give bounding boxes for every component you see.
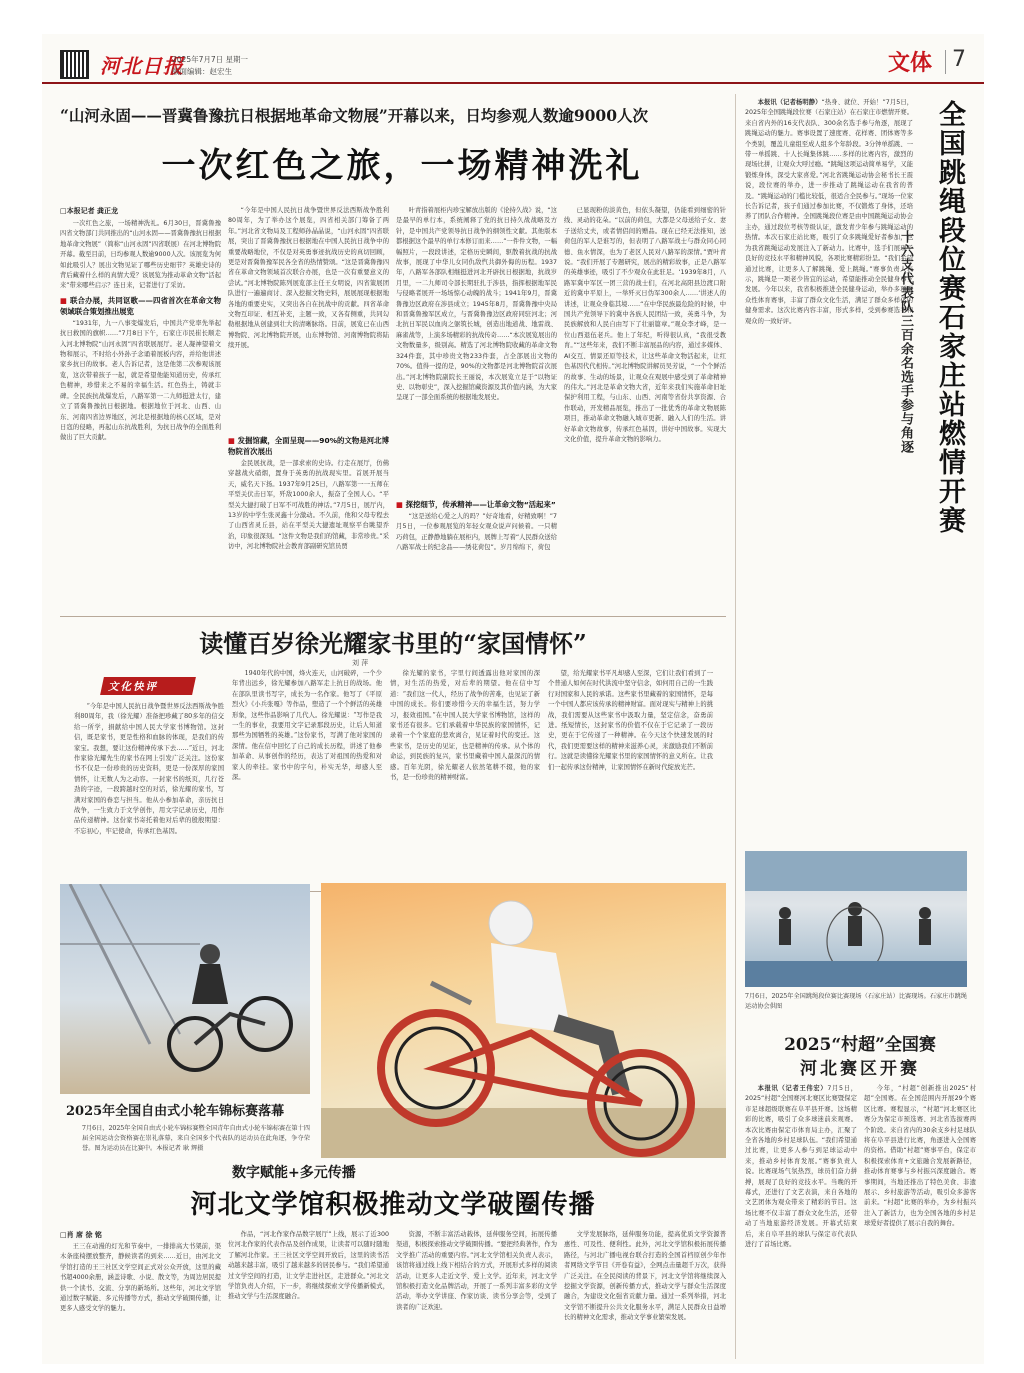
section-name: 文体 — [888, 51, 933, 76]
art5-col1 — [745, 1084, 857, 1360]
art4-byline: 本报讯（记者杨明静） — [757, 99, 822, 106]
art1-kicker: “山河永固——晋冀鲁豫抗日根据地革命文物展”开幕以来，日均参观人数逾9000人次 — [60, 106, 648, 125]
art1-sub2: ■ 发掘馆藏，全面呈现——90%的文物是河北博物院首次展出 — [228, 436, 389, 456]
header-rule — [42, 82, 984, 84]
art1-col4-para: 已显现粉的淡黄色，但依头凝望，仍能看到细密的针线、灵动的花朵。“以前的荷包，大都是父母送给子女、妻子送给丈夫，或者情侣间的赠品。现在已经无法推知，送荷包的军人是谁写的，但表明了八路军战士与群众同心同德、鱼水情深，也为了老区人民对八路军的深情。”贾叶青说。“我们开展了专题研究，展出的精彩故事，正是八路军的英雄事迹，吸引了不少观众在此驻足。‘1939年8月，八路军冀中军区一团三营的战士们，在河北高阳县边渡口附近的冀中平原上，一举歼灭日伪军300余人……’讲述人的讲述，让观众身临其境……“在中华民族最危险的时候，中国共产党领导下的冀中各族人民团结一致，英勇斗争，为民族解放和人民自由写下了壮丽篇章。”观众李才峰，是一位山西退伍老兵。他上了年纪，听得很认真，“我很受教育。”“这些年来，我们不断丰富展品的内容，通过多媒体、AI交互、情景还原等技术，让这些革命文物活起来，让红色基因代代相传。”河北博物院讲解员吴芳说，“一个个鲜活的故事、生动的场景，让观众在观展中感受到了革命精神的伟大。”河北是革命文物大省，近年来我们实施革命旧址保护利用工程，与山东、山西、河南等省份共享资源、合作联动，开发精品展览，推出了一批优秀的革命文物展陈项目，推动革命文物融入城市更新、融入人们的生活。讲好革命文物故事，传承红色基因，讲好中国故事。实现大文化价值，提升革命文物的影响力。 — [564, 207, 726, 443]
bmx-photo-left — [60, 884, 310, 1094]
art6-col3 — [396, 1230, 557, 1360]
art1-col1 — [60, 219, 221, 614]
art5-title1: 2025“村超”全国赛 — [784, 1035, 936, 1055]
bmx-photo-main — [321, 883, 726, 1158]
art6-col4 — [564, 1230, 726, 1360]
art1-col1b-para: “1931年，九一八事变爆发后，中国共产党率先举起抗日救国的旗帜……”7月8日下午，石家庄市民崔长顺走入河北博物院“山河永固”四省联展展厅。老人凝神望着文物和展示，不时给小外孙子念诵着展板内容，并给他讲述家乡抗日的故事。老人告诉记者，这是他第二次参观该展览，这次带着孩子一起，就是希望他能知道历史，传承红色精神，珍惜来之不易的幸福生活。红色热土，铸就丰碑。全民族抗战爆发后，八路军第一二九师挺进太行，建立了晋冀鲁豫抗日根据地。根据地位于河北、山西、山东、河南四省边界地区，河北是根据地的核心区域，是对日寇的侵略，再起山东抗战胜利，为抗日战争的全面胜利做出了巨大贡献。 — [60, 319, 221, 442]
art6-col3-para: 资源，不断丰富活动载体，延伸服务空间，拓展传播渠道，积极探索推动文学破圈传播。“要把经典著作，作为文学推广活动的重要内容。”河北文学馆相关负责人表示，该馆将通过线上线下相结合的方式，开展形式多样的阅读活动，让更多人走近文学、爱上文学。近年来，河北文学馆积极打造文化品牌活动，开展了一系列丰富多彩的文学活动，举办文学讲座、作家访谈、读书分享会等，受到了读者的广泛欢迎。 — [396, 1231, 557, 1311]
art1-col2-para: “今年是中国人民抗日战争暨世界反法西斯战争胜利80周年，为了举办这个展览，四省相关部门筹备了两年。”河北省文物局及工程师孙晶晶说，“山河永固”四省联展，突出了晋冀鲁豫抗日根据地在中国人民抗日战争中的重要战略地位，不仅是对英勇事迹抗战历史的真切回顾，更是对晋冀鲁豫军民各全省的热情赞颂。“这是晋冀鲁豫四省在革命文物领域首次联合办展，也是一次有重要意义的尝试。”河北博物院陈列展览部主任王女明说，四省策展团队进行一遍遍商讨、深入挖掘文物史料，展展展现根据地各地的重要史实，又突出各自在抗战中的贡献。四省革命文物互印证、相互补充，主题一致，又各有侧重，共同勾勒根据地从创建到壮大的清晰脉络。目前，展览已在山西博物院、河北博物院开展，山东博物馆、河南博物院将陆续开展。 — [228, 207, 389, 350]
art5-col1-text: 7月5日，2025“村超”全国赛河北赛区比赛暨保定市足球超级联赛在阜平县开赛。这场精彩的比赛，吸引了众多球迷前来观赛。本次比赛由保定市体育局主办，汇聚了全省各地的乡村足球队伍。“我们希望通过比赛，让更多人参与到足球运动中来，推动乡村体育发展。”赛事负责人说。比赛现场气氛热烈，球员们奋力拼搏，展现了良好的竞技水平。当晚的开幕式，还进行了文艺表演，来自各地的文艺团体为观众带来了精彩的节目。这场比赛不仅丰富了群众文化生活，还带动了当地旅游经济发展。开幕式结束后，来自阜平县的球队与保定市代表队进行了首场比赛。 — [745, 1085, 857, 1249]
art4-subtitle: 十六支代表队三百余名选手参与角逐 — [898, 230, 913, 454]
issue-date: 2025年7月7日 星期一 — [172, 55, 249, 64]
bmx-rider-main-illustration — [321, 883, 726, 1158]
art5-col1-para — [745, 1084, 857, 1251]
newspaper-page — [42, 34, 984, 1364]
art1-col2 — [228, 206, 389, 614]
qr-code-icon — [60, 50, 89, 79]
section-divider — [945, 50, 946, 74]
masthead-logo: 河北日报 — [100, 54, 184, 78]
art2-headline: 读懂百岁徐光耀家书里的“家国情怀” — [199, 629, 587, 658]
art6-col1 — [60, 1242, 221, 1360]
art1-byline: □本报记者 龚正龙 — [60, 207, 119, 215]
art2-col3-para: 徐光耀的家书，字里行间透露出他对家国的深情，对生活的热爱，对后辈的期望。他在信中写道：“我们这一代人，经历了战争的苦难，也见证了新中国的成长。你们要珍惜今天的幸福生活，努力学习，报效祖国。”在中国人民大学家书博物馆，这样的家书还有很多。它们承载着中华民族的家国情怀，记录着一个个家庭的悲欢离合，见证着时代的变迁。这些家书，是历史的见证，也是精神的传承。从个体的命运，到民族的复兴，家书里藏着中国人最深沉的情感。百年光阴，徐光耀老人依然笔耕不辍，他的家书，是一份珍贵的精神财富。 — [390, 670, 540, 782]
art4-caption: 7月6日，2025年全国跳绳段位赛比赛现场（石家庄站）比赛现场。石家庄市跳绳运动协会供图 — [745, 993, 967, 1010]
art2-col1 — [74, 702, 224, 886]
art1-headline: 一次红色之旅，一场精神洗礼 — [161, 146, 643, 186]
art1-col3 — [396, 206, 557, 614]
art6-col2-para: 作品，“河北作家作品数字展厅”上线，展示了近300位河北作家的代表作品及创作成果，让读者可以随时随地了解河北作家。王三社区文学空间开放后，这里的读书活动越来越丰富，吸引了越来越多的居民参与。“我们希望通过文学空间的打造，让文学走进社区，走进群众。”河北文学馆负责人介绍，下一步，将继续探索文学传播新模式，推动文学与生活深度融合。 — [228, 1231, 389, 1301]
rope-skipping-illustration — [745, 851, 967, 987]
art6-col4-para: 文学发展脉络，延伸服务功能，提高优质文学资源普惠性、可及性、便利性。此外，河北文学馆积极拓展传播路径，与河北广播电视台联合打造的全国首档原创少年作者网络文学节目《开卷有益》，全网点击量超千万次，获得广泛关注。在全民阅读的背景下，河北文学馆将继续深入挖掘文学资源，创新传播方式，推动文学与群众生活深度融合，为建设文化强省贡献力量。通过一系列举措，河北文学馆不断提升公共文化服务水平，满足人民群众日益增长的精神文化需求，推动文学事业繁荣发展。 — [564, 1231, 726, 1322]
art2-col3 — [390, 669, 540, 886]
art6-col1-para: 王三在动漫的灯光和节奏中，一排排高大书架前，渠木条座椅摆放整齐，静候读者的到来……近日，由河北文学馆打造的王三社区文学空间正式对公众开放，这里的藏书超4000余册，涵盖诗歌、小说、散文等，为周边居民提供一个读书、交流、分享的新场所。这些年，河北文学馆通过数字赋能、多元传播等方式，推动文学破圈传播，让更多人感受文学的魅力。 — [60, 1243, 221, 1313]
art4-text-body: “热身、就位、开始！”7月5日，2025年全国跳绳段位赛（石家庄站）在石家庄市燃情开赛。来自省内外的16支代表队、300余名选手参与角逐，展现了跳绳运动的魅力。赛事设置了速度赛、花样赛、团体赛等多个类别，覆盖儿童组至成人组多个年龄段。3分钟单摇跳、一带一单摇跳、十人长绳集体跳……多样的比赛内容，激烈的现场比拼，让观众大呼过瘾。“跳绳这项运动简单易学，又能锻炼身体，深受大家喜爱。”河北省跳绳运动协会秘书长王震说，段位赛的举办，进一步推动了跳绳运动在我省的普及。“跳绳运动的门槛比较低，很适合全民参与。”现场一位家长告诉记者，孩子们通过参加比赛，不仅锻炼了身体，还培养了团队合作精神。全国跳绳段位赛是由中国跳绳运动协会主办，通过段位考核等级认证，激发青少年参与跳绳运动的热情。本次石家庄站比赛，吸引了众多跳绳爱好者参加，也为我省跳绳运动发展注入了新动力。比赛中，选手们展现了良好的竞技水平和精神风貌，各项比赛精彩纷呈。“我们希望通过比赛，让更多人了解跳绳、爱上跳绳。”赛事负责人表示，跳绳是一项老少皆宜的运动，希望能推动全民健身事业发展。今年以来，我省积极推进全民健身运动，举办多项群众性体育赛事，丰富了群众文化生活，满足了群众多样化的健身需求。这次比赛内容丰富，形式多样，受到参赛选手和观众的一致好评。 — [745, 99, 913, 325]
art6-kicker: 数字赋能+多元传播 — [232, 1165, 356, 1181]
art2-label-text: 文化快评 — [108, 681, 158, 693]
art5-title2: 河北赛区开赛 — [800, 1059, 920, 1079]
art2-col4 — [548, 669, 713, 886]
art3-caption: 7月6日，2025年全国自由式小轮车锦标赛暨全国青年自由式小轮车锦标赛在第十四届全国运动会资格赛在崇礼落幕，来自全国多个代表队的运动员在此角逐，争夺荣誉。图为运动员在比赛中。本报记者 耿 辉摄 — [82, 1125, 310, 1152]
art2-col1-para: “今年是中国人民抗日战争暨世界反法西斯战争胜利80周年，我（徐光耀）准备把珍藏了80多年的信交给一所学，捐献给中国人民大学家书博物馆。这封信，既是家书，更是性格和血脉的体现，是我们的传家宝。我想，要让这份精神传承下去……”近日，河北作家徐光耀先生的家书在网上引发广泛关注。这份家书不仅是一份珍贵的历史资料，更是一份深厚的家国情怀，让无数人为之动容。一封家书的纸页，几行苍劲的字迹，一段跨越时空的对话，徐光耀的家书，写满对家国的眷恋与担当。他从小参加革命，亲历抗日战争，一生致力于文学创作，用文字记录历史，用作品传递精神。这份家书寄托着他对后辈的殷殷期望：不忘初心，牢记使命，传承红色基因。 — [74, 703, 224, 835]
art4-title: 全国跳绳段位赛石家庄站燃情开赛 — [934, 100, 965, 535]
art1-sub1: ■ 联合办展，共同讴歌——四省首次在革命文物领域联合策划推出展览 — [60, 295, 221, 316]
page-editor: 版面编辑：赵宏生 — [172, 67, 232, 76]
column-rule-right — [735, 94, 736, 1359]
art1-col1-para: 一次红色之旅，一场精神洗礼。6月30日，晋冀鲁豫四省文物部门共同推出的“山河永固——晋冀鲁豫抗日根据地革命文物展”（简称“山河永固”四省联展）在河北博物院开幕。截至目前，日均参观人数逾9000人次。该展览为何如此吸引人？展出文物见证了哪些历史细节？英雄史诗的背后藏着什么样的真情大爱？该展览为推动革命文物“活起来”带来哪些启示？连日来，记者进行了采访。 — [60, 220, 221, 290]
art5-col2 — [864, 1084, 976, 1360]
bmx-rider-illustration — [60, 884, 310, 1094]
art5-col2-para: 今年，“村超”创新推出2025“村超”全国赛。在全国范围内开展29个赛区比赛。赛程显示，“村超”河北赛区比赛分为保定市预选赛、河北省选拔赛两个阶段。来自省内的30余支乡村足球队将在阜平县进行比赛，角逐进入全国赛的资格。借助“村超”赛事平台，保定市积极探索体育+文旅融合发展新路径，推动体育赛事与乡村振兴深度融合。赛事期间，当地还推出了特色美食、非遗展示、乡村旅游等活动，吸引众多游客前来。“村超”比赛的举办，为乡村振兴注入了新活力，也为全国各地的乡村足球爱好者提供了展示自我的舞台。 — [864, 1085, 976, 1228]
art2-col4-para: 望，给光耀家书平凡却感人至深，它们让我们看到了一个普通人如何在时代洪流中坚守信念，如何用自己的一生践行对国家和人民的承诺。这些家书里藏着的家国情怀，是每一个中国人都应该传承的精神财富。面对现实与精神上的挑战，我们需要从这些家书中汲取力量，坚定信念，奋勇前进。纸短情长，这封家书的价值不仅在于它记录了一段历史，更在于它传递了一种精神。在今天这个快速发展的时代，我们更需要这样的精神来滋养心灵，来激励我们不断前行。这就是读懂徐光耀家书里的家国情怀的意义所在。让我们一起传承这份精神，让家国情怀在新时代绽放光芒。 — [548, 670, 713, 771]
art6-byline: □肖 席 徐 铭 — [60, 1231, 102, 1239]
art3-title: 2025年全国自由式小轮车锦标赛落幕 — [66, 1104, 285, 1119]
art6-headline: 河北文学馆积极推动文学破圈传播 — [190, 1190, 596, 1220]
art1-sub3-text: 探挖细节，传承精神——让革命文物“活起来” — [405, 500, 556, 509]
art2-col2 — [232, 669, 382, 886]
art1-col3b-para: “这是送给心爱之人的吗？”好奇地看，好精致啊！”7月5日，一位参观展览的年轻女观众说声问候着。一只精巧荷包，正静静地躺在展柜内，展牌上写着“人民群众送给八路军战士的纪念品——绣花荷包”。岁月绵绵下，荷包 — [396, 513, 557, 552]
art2-col2-para: 1940年代的中国，烽火连天，山河破碎，一个少年背出远乡，徐光耀参加八路军走上抗日的战场。他在部队里读书写字，成长为一名作家。他写了《平原烈火》《小兵张嘎》等作品，塑造了一个个鲜活的英雄形象，这些作品影响了几代人。徐光耀说：“写作是我一生的事业，我要用文字记录那段历史，让后人知道那些为国牺牲的英雄。”这份家书，写满了他对家国的深情。他在信中回忆了自己的成长历程，讲述了他参加革命、从事创作的经历，表达了对祖国的热爱和对家人的牵挂。家书中的字句，朴实无华，却感人至深。 — [232, 670, 382, 782]
rope-skipping-photo — [745, 851, 967, 987]
art6-col2 — [228, 1230, 389, 1360]
art1-sub1-text: 联合办展，共同讴歌——四省首次在革命文物领域联合策划推出展览 — [60, 295, 221, 316]
art1-sub3: ■ 探挖细节，传承精神——让革命文物“活起来” — [396, 500, 556, 509]
page-number: 7 — [952, 47, 966, 72]
art1-col2b-para: 金民展抗战，是一部求索的史诗。行走在展厅，仿佛穿越战火硝烟，置身于英勇的抗战现实里。首展开展当天，威名天下扬。1937年9月25日，八路军第一一五师在平型关伏击日军，歼敌1000余人，振奋了全国人心。“平型关大捷打破了日军不可战胜的神话。”7月5日，展厅内，13岁的中学生张灵鑫十分激动。不久前，他和父母专程去了山西省灵丘县，站在平型关大捷遗址观察平台眺望乔治，印象很深刻。“这件文物是我们的馆藏，非常珍贵。”采访中，河北博物院社会教育部副研究馆员贾 — [228, 460, 389, 551]
art2-author: 刘 萍 — [352, 659, 369, 667]
art1-col4 — [564, 206, 726, 614]
art4-text — [745, 98, 913, 848]
art1-sub2-text: 发掘馆藏，全面呈现——90%的文物是河北博物院首次展出 — [228, 436, 389, 456]
art5-byline: 本报讯（记者王伟宏） — [757, 1085, 828, 1092]
art1-col3-para: 叶青指着展柜内珍宝解放出版的《论持久战》说，“这是最早的单行本，系统阐释了党的抗日持久战战略及方针，是中国共产党领导抗日战争的纲领性文献。其他版本都根据这个最早的单行本修订而来……”一件件文物，一幅幅照片，一段段讲述，定格历史瞬间，驱散着抗战的抗战故事，展现了中华儿女同仇敌忾共御外侮的历程。1937年，八路军各部队相继挺进河北开辟抗日根据地，抗战岁月里，一二九师司令部长期驻扎于涉县，指挥根据地军民与侵略者展开一场场惊心动魄的战斗；1941年9月，晋冀鲁豫边区政府在涉县成立；1945年8月，晋冀鲁豫中央局和晋冀鲁豫军区成立，与晋冀鲁豫边区政府同驻河北；河北抗日军民以血肉之躯筑长城，创造出地道战、地雷战、麻雀战等，上演多场精彩的抗战传奇……“本次展览展出的文物数量多，级别高。精选了河北博物院收藏的革命文物324件套，其中珍贵文物233件套，占全部展出文物的70%。值得一提的是，90%的文物都是河北博物院首次展出。”河北博物院副院长王丽说，本次展览立足于“以物证史、以物彰史”，深入挖掘馆藏资源及其价值内涵，为大家呈现了一部全面系统的根据地发展史。 — [396, 207, 557, 402]
art4-byline-para — [745, 98, 913, 327]
